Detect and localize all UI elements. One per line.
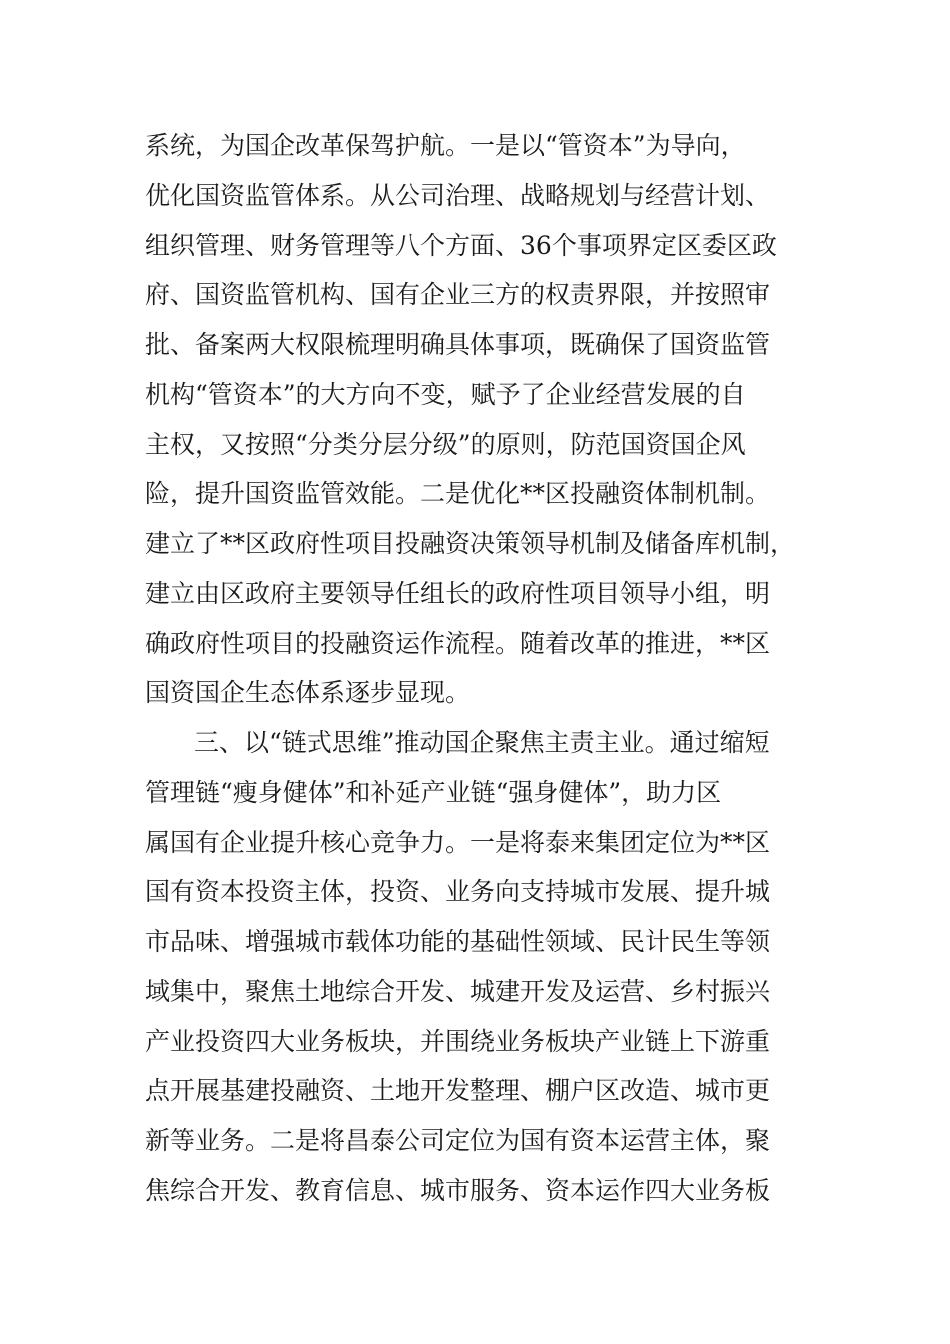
paragraph-line-12: 国资国企生态体系逐步显现。: [145, 678, 471, 707]
paragraph-line-11: 确政府性项目的投融资运作流程。随着改革的推进，**区: [145, 629, 771, 658]
paragraph-line-4: 府、国资监管机构、国有企业三方的权责界限，并按照审: [145, 280, 771, 309]
paragraph-line-16: 国有资本投资主体，投资、业务向支持城市发展、提升城: [145, 877, 771, 906]
paragraph-line-15: 属国有企业提升核心竞争力。一是将泰来集团定位为**区: [145, 828, 771, 857]
paragraph-line-21: 新等业务。二是将昌泰公司定位为国有资本运营主体，聚: [145, 1126, 771, 1155]
paragraph-line-3: 组织管理、财务管理等八个方面、36个事项界定区委区政: [145, 231, 777, 260]
paragraph-line-6: 机构“管资本”的大方向不变，赋予了企业经营发展的自: [145, 380, 746, 409]
paragraph-line-19: 产业投资四大业务板块，并围绕业务板块产业链上下游重: [145, 1027, 771, 1056]
paragraph-line-17: 市品味、增强城市载体功能的基础性领域、民计民生等领: [145, 927, 771, 956]
paragraph-line-10: 建立由区政府主要领导任组长的政府性项目领导小组，明: [145, 579, 771, 608]
paragraph-line-8: 险，提升国资监管效能。二是优化**区投融资体制机制。: [145, 479, 771, 508]
paragraph-line-14: 管理链“瘦身健体”和补延产业链“强身健体”，助力区: [145, 778, 722, 807]
paragraph-line-5: 批、备案两大权限梳理明确具体事项，既确保了国资监管: [145, 330, 771, 359]
section-heading-line: 三、以“链式思维”推动国企聚焦主责主业。通过缩短: [194, 728, 770, 757]
paragraph-line-20: 点开展基建投融资、土地开发整理、棚户区改造、城市更: [145, 1076, 771, 1105]
paragraph-line-18: 域集中，聚焦土地综合开发、城建开发及运营、乡村振兴: [145, 977, 771, 1006]
paragraph-line-1: 系统，为国企改革保驾护航。一是以“管资本”为导向，: [145, 131, 746, 160]
paragraph-line-2: 优化国资监管体系。从公司治理、战略规划与经营计划、: [145, 181, 771, 210]
paragraph-line-22: 焦综合开发、教育信息、城市服务、资本运作四大业务板: [145, 1176, 771, 1205]
paragraph-line-7: 主权，又按照“分类分层分级”的原则，防范国资国企风: [145, 430, 746, 459]
paragraph-line-9: 建立了**区政府性项目投融资决策领导机制及储备库机制，: [145, 529, 796, 558]
